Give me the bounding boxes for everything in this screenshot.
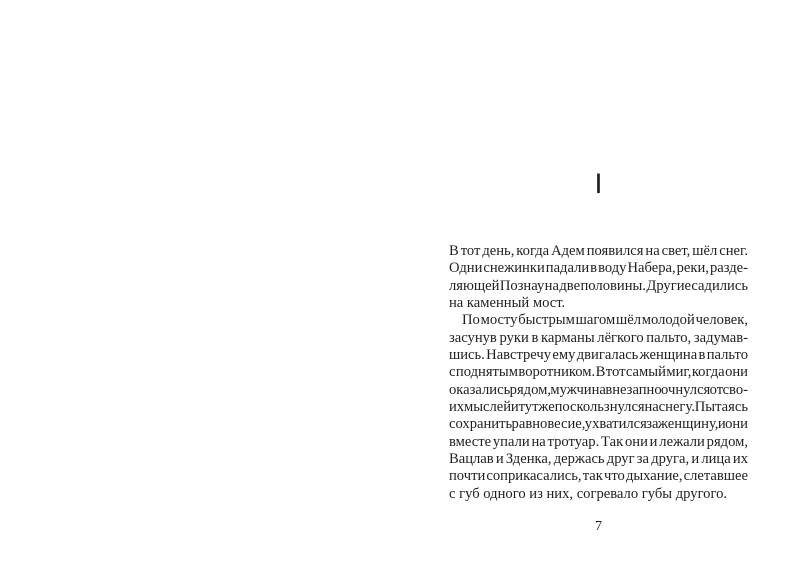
text-line: В тот день, когда Адем появился на свет, шёл снег. [449,243,748,259]
text-line: на каменный мост. [449,294,566,311]
text-line: с поднятым воротником. В тот самый миг, когда они [449,364,748,381]
text-column [449,243,748,503]
text-line: шись. Навстречу ему двигалась женщина в пальто [449,346,748,363]
text-line: вместе упали на тротуар. Так они и лежали рядом, [449,433,748,450]
text-line: По мосту быстрым шагом шёл молодой человек, [462,312,748,329]
text-line: ляющей Познау на две половины. Другие садились [449,277,748,294]
text-line: их мыслей и тут же поскользнулся на снегу. Пытаясь [449,398,748,415]
text-line: сохранить равновесие, ухватился за женщину, и они [449,416,748,433]
chapter-heading: I [594,169,603,200]
text-line: Вацлав и Зденка, держась друг за друга, и лица их [449,450,748,467]
text-line: почти соприкасались, так что дыхание, слетавшее [449,468,748,485]
page-number: 7 [595,519,602,534]
text-line: засунув руки в карманы лёгкого пальто, задумав- [449,329,748,346]
text-line: Одни снежинки падали в воду Набера, реки, разде- [449,260,748,277]
text-line: оказались рядом, мужчина внезапно очнулся от сво- [449,381,748,398]
text-line: с губ одного из них, согревало губы другого. [449,485,728,502]
